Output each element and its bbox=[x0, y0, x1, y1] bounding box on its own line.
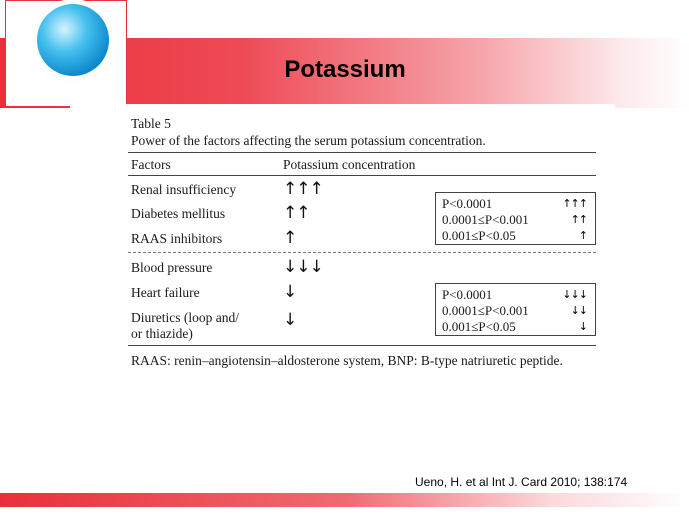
factor-diuretics-line1: Diuretics (loop and/ bbox=[131, 310, 239, 325]
table-number: Table 5 bbox=[131, 116, 171, 131]
arrows-down-3: ↓↓↓ bbox=[283, 257, 323, 277]
legend-up-p2: 0.0001≤P<0.001 bbox=[442, 212, 529, 227]
arrows-down-1b: ↓ bbox=[283, 310, 297, 330]
table-footnote: RAAS: renin–angiotensin–aldosterone system, BNP: B-type natriuretic peptide. bbox=[131, 353, 563, 368]
table-top-rule bbox=[128, 152, 596, 153]
footer-band bbox=[0, 493, 689, 507]
legend-down-sym2: ↓↓ bbox=[570, 304, 587, 317]
group-divider bbox=[128, 252, 596, 253]
arrows-up-2: ↑↑ bbox=[283, 203, 310, 223]
legend-up-sym3: ↑ bbox=[578, 229, 587, 242]
arrows-up-1: ↑ bbox=[283, 228, 297, 248]
arrows-down-1: ↓ bbox=[283, 282, 297, 302]
factor-raas: RAAS inhibitors bbox=[131, 231, 223, 246]
factor-heart-failure: Heart failure bbox=[131, 285, 200, 300]
legend-down-sym3: ↓ bbox=[578, 320, 587, 333]
citation: Ueno, H. et al Int J. Card 2010; 138:174 bbox=[415, 475, 628, 489]
factor-renal: Renal insufficiency bbox=[131, 182, 237, 197]
legend-up-p1: P<0.0001 bbox=[442, 196, 493, 211]
table-bottom-rule bbox=[128, 345, 596, 346]
factor-blood-pressure: Blood pressure bbox=[131, 260, 213, 275]
header-potassium: Potassium concentration bbox=[283, 157, 416, 172]
header-rule bbox=[128, 175, 596, 176]
legend-up-p3: 0.001≤P<0.05 bbox=[442, 228, 516, 243]
table-image bbox=[70, 104, 615, 396]
legend-down-sym1: ↓↓↓ bbox=[562, 288, 587, 301]
factor-diabetes: Diabetes mellitus bbox=[131, 206, 226, 221]
slide-title: Potassium bbox=[284, 56, 406, 83]
factor-diuretics-line2: or thiazide) bbox=[131, 326, 193, 341]
legend-down-p2: 0.0001≤P<0.001 bbox=[442, 303, 529, 318]
legend-increase bbox=[435, 192, 596, 245]
logo-circle-icon bbox=[37, 4, 109, 76]
table-caption: Power of the factors affecting the serum potassium concentration. bbox=[131, 133, 486, 148]
logo-box bbox=[5, 0, 127, 107]
arrows-up-3: ↑↑↑ bbox=[283, 179, 323, 199]
legend-down-p3: 0.001≤P<0.05 bbox=[442, 319, 516, 334]
legend-decrease bbox=[435, 283, 596, 336]
header-factors: Factors bbox=[131, 157, 171, 172]
legend-up-sym2: ↑↑ bbox=[570, 213, 587, 226]
legend-down-p1: P<0.0001 bbox=[442, 287, 493, 302]
legend-up-sym1: ↑↑↑ bbox=[562, 197, 587, 210]
